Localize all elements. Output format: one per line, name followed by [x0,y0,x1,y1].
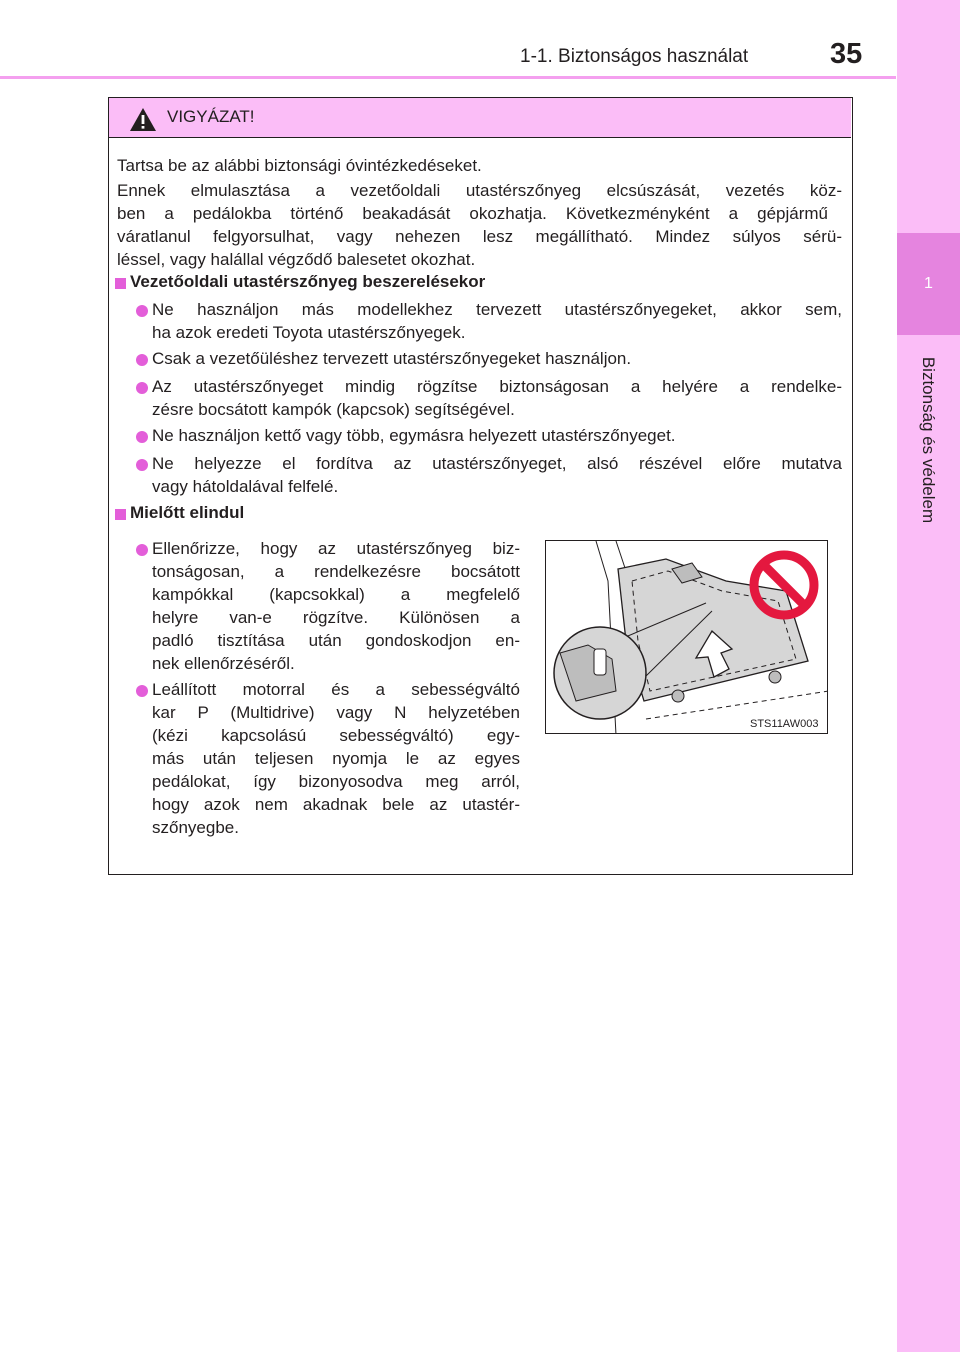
bullet-dot-icon [136,382,148,394]
list-item-line: kampókkal (kapcsokkal) a megfelelő [152,585,520,604]
intro-line: Tartsa be az alábbi biztonsági óvintézkedéseket. [117,156,482,175]
floor-mat-illustration [545,540,828,734]
list-item-line: hogy azok nem akadnak bele az utastér- [152,795,520,814]
intro-line: léssel, vagy halállal végződő balesetet okozhat. [117,250,476,269]
chapter-title: Biztonság és védelem [919,356,938,524]
side-chapter-tab [897,0,960,1352]
list-item-line: vagy hátoldalával felfelé. [152,477,339,496]
bullet-dot-icon [136,685,148,697]
list-item-line: más után teljesen nyomja le az egyes [152,749,520,768]
intro-line: ben a pedálokba történő beakadását okozhatja. Következményként a gépjármű [117,204,828,223]
warning-header [109,98,851,138]
intro-line: váratlanul felgyorsulhat, vagy nehezen lesz megállítható. Mindez súlyos sérü- [117,227,842,246]
chapter-number: 1 [924,275,933,292]
list-item-line: (kézi kapcsolású sebességváltó) egy- [152,726,520,745]
list-item-line: padló tisztítása után gondoskodjon en- [152,631,520,650]
list-item-line: ha azok eredeti Toyota utastérszőnyegek. [152,323,466,342]
list-item-line: pedálokat, így bizonyosodva meg arról, [152,772,520,791]
list-item-line: tonságosan, a rendelkezésre bocsátott [152,562,520,581]
intro-line: Ennek elmulasztása a vezetőoldali utastérszőnyeg elcsúszását, vezetés köz- [117,181,842,200]
list-item-line: Csak a vezetőüléshez tervezett utastérszőnyegeket használjon. [152,349,632,368]
header-divider [0,76,896,79]
section-heading: Mielőtt elindul [130,503,245,522]
list-item-line: helyre van-e rögzítve. Különösen a [152,608,520,627]
section-bullet-icon [115,509,126,520]
figure-code: STS11AW003 [750,718,819,730]
bullet-dot-icon [136,305,148,317]
list-item-line: zésre bocsátott kampók (kapcsok) segítségével. [152,400,515,419]
list-item-line: szőnyegbe. [152,818,239,837]
bullet-dot-icon [136,544,148,556]
list-item-line: nek ellenőrzéséről. [152,654,295,673]
bullet-dot-icon [136,354,148,366]
bullet-dot-icon [136,459,148,471]
section-heading: Vezetőoldali utastérszőnyeg beszerelésekor [130,272,486,291]
section-bullet-icon [115,278,126,289]
list-item-line: Ne helyezze el fordítva az utastérszőnyeget, alsó részével előre mutatva [152,454,842,473]
warning-label: VIGYÁZAT! [167,107,255,126]
list-item-line: kar P (Multidrive) vagy N helyzetében [152,703,520,722]
list-item-line: Az utastérszőnyeget mindig rögzítse biztonságosan a helyére a rendelke- [152,377,842,396]
list-item-line: Ne használjon kettő vagy több, egymásra helyezett utastérszőnyeget. [152,426,676,445]
section-title: 1-1. Biztonságos használat [520,46,749,67]
list-item-line: Ellenőrizze, hogy az utastérszőnyeg biz- [152,539,520,558]
bullet-dot-icon [136,431,148,443]
warning-triangle-icon [129,107,157,132]
list-item-line: Ne használjon más modellekhez tervezett utastérszőnyegeket, akkor sem, [152,300,842,319]
page-number: 35 [830,38,863,70]
list-item-line: Leállított motorral és a sebességváltó [152,680,520,699]
floor-mat-drawing [546,541,828,734]
